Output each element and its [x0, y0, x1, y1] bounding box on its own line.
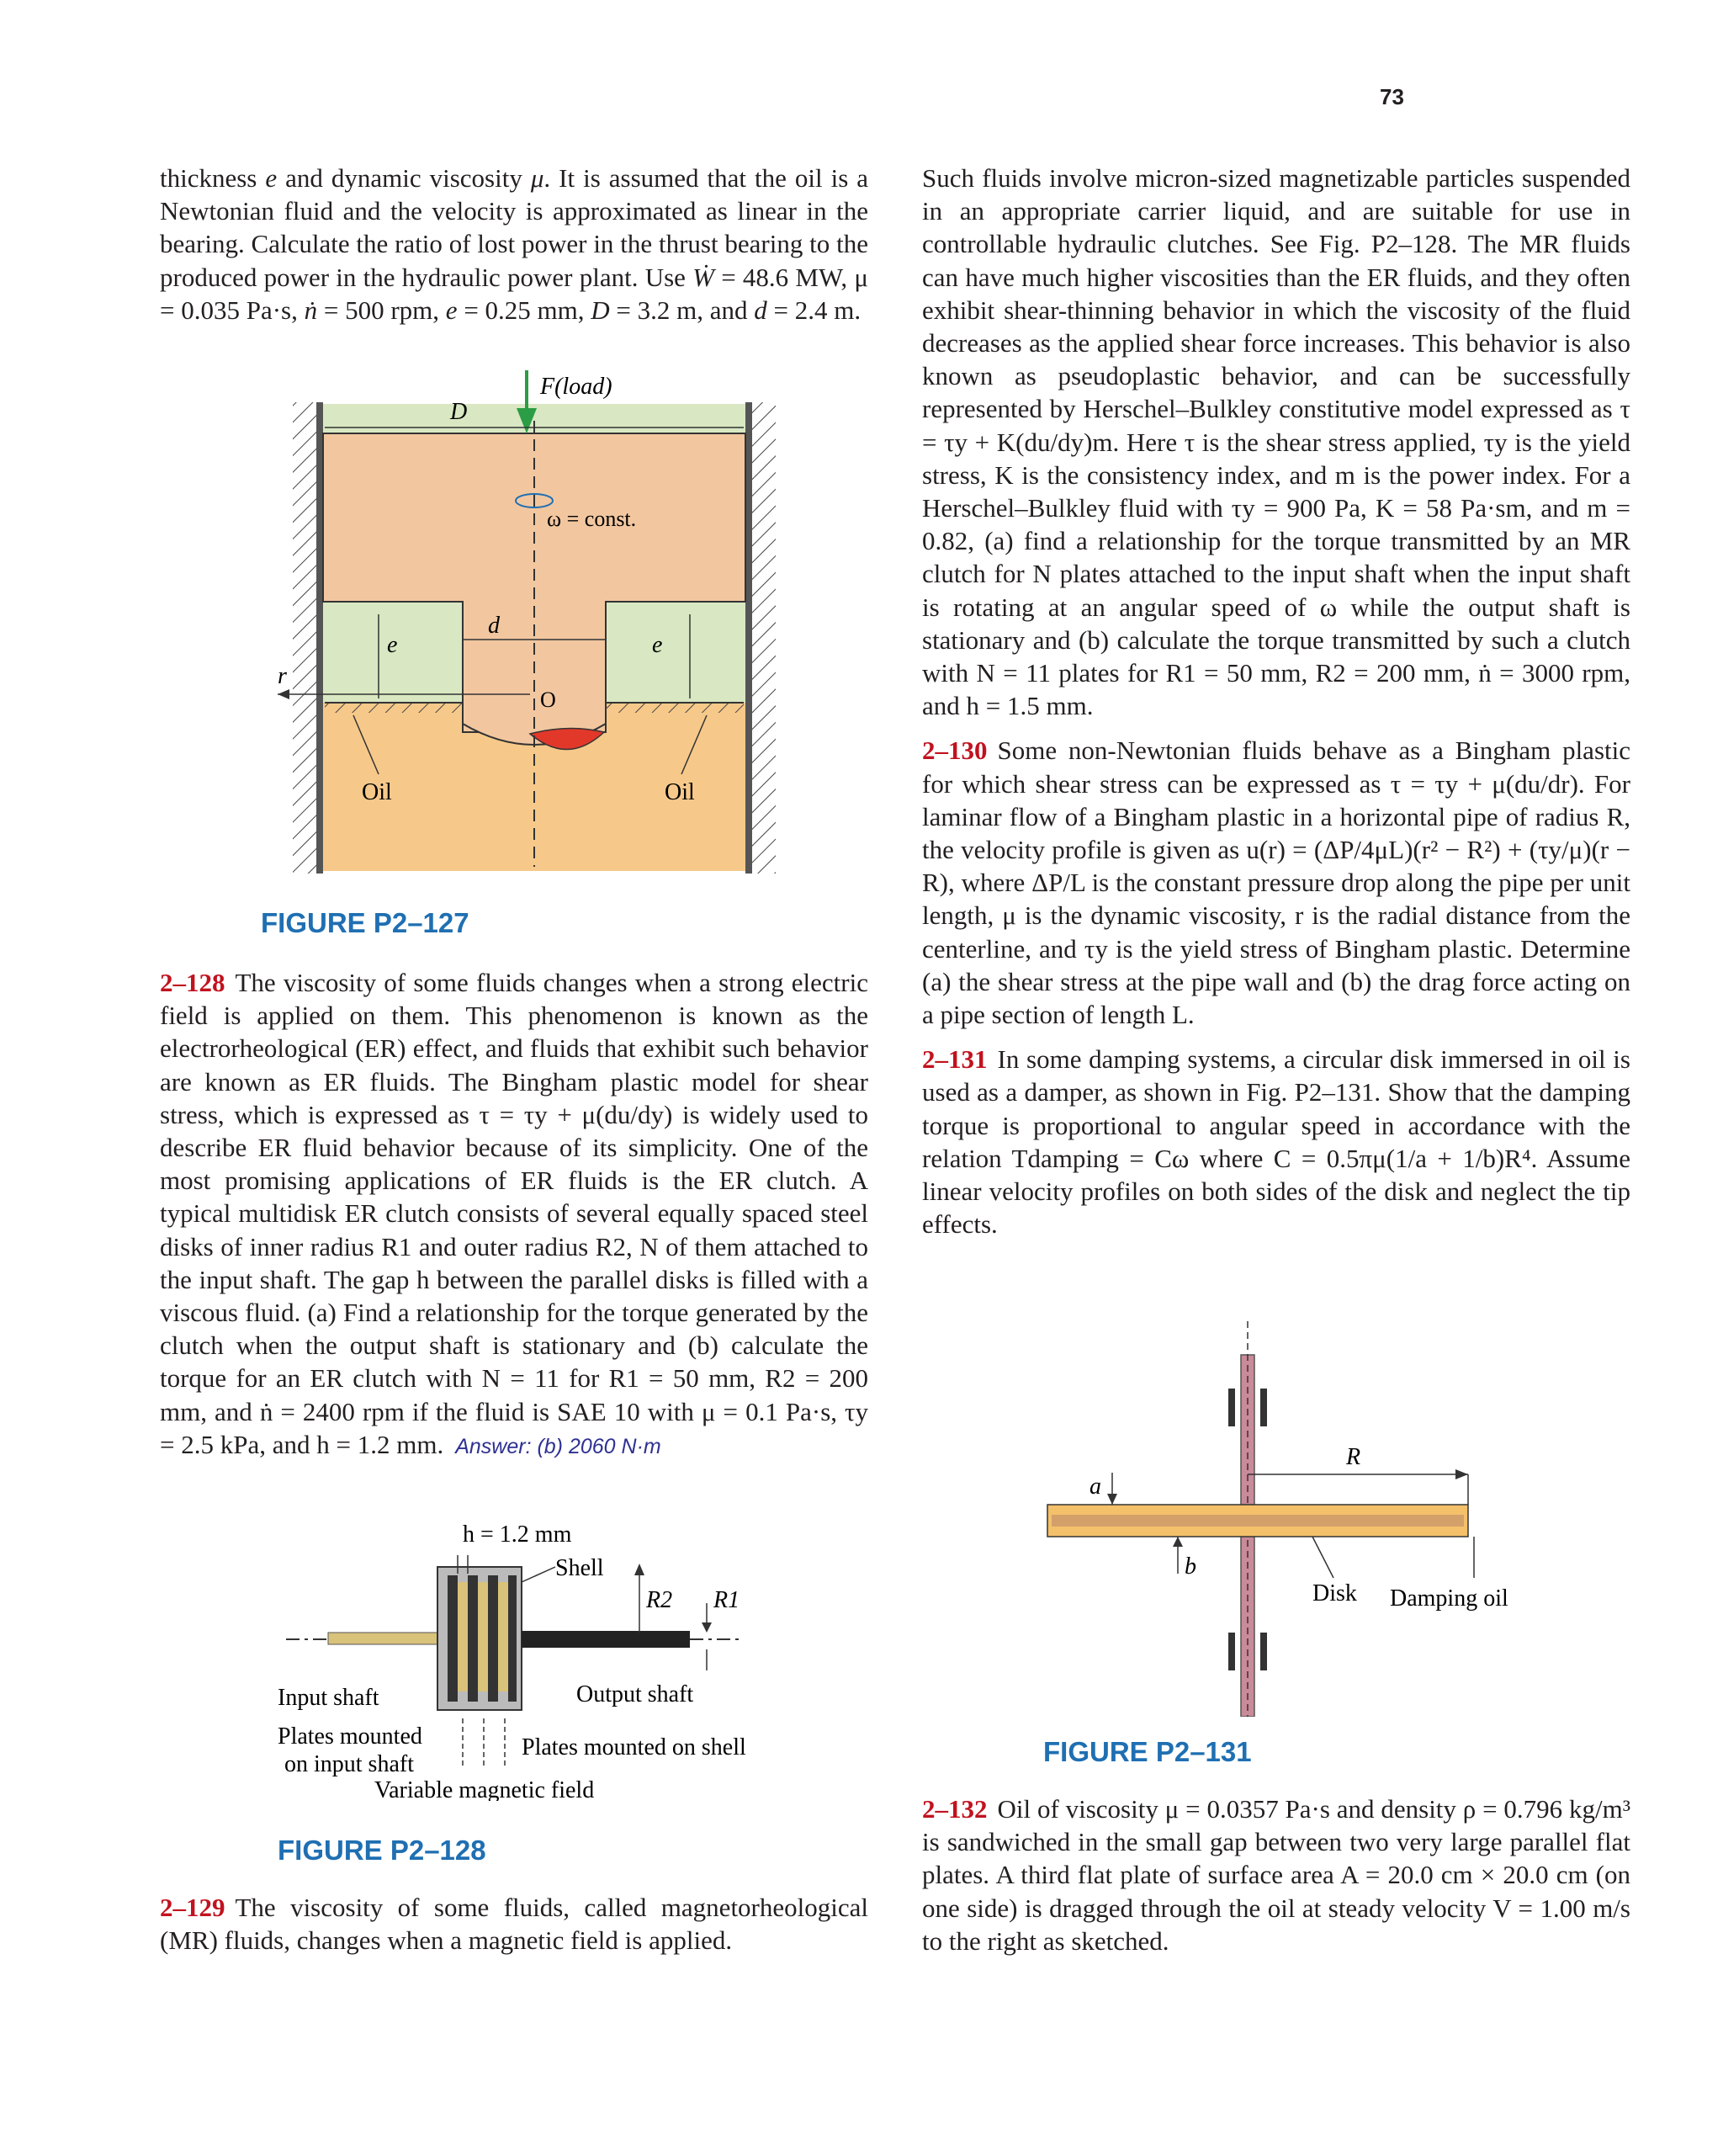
page-number: 73: [1380, 84, 1404, 109]
problem-132: 2–132 Oil of viscosity μ = 0.0357 Pa·s and density ρ = 0.796 kg/m³ is sandwiched in the small gap between two very large parallel flat plates. A third flat plate of surface area A = 20.0 cm × 20.0 cm (on one side) is dragged through the oil at steady velocity V = 1.00 m/s to the right as sketched.: [922, 1794, 1630, 1956]
left-column-top: [160, 162, 868, 327]
label-R: R: [1346, 1444, 1361, 1470]
figure-p2-128-caption: FIGURE P2–128: [278, 1835, 486, 1866]
problem-131: 2–131 In some damping systems, a circular disk immersed in oil is used as a damper, as shown in Fig. P2–131. Show that the damping torque is proportional to angular speed in accordance with the relation Tdamping = Cω where C = 0.5πμ(1/a + 1/b)R⁴. Assume linear velocity profiles on both sides of the disk and neglect the tip effects.: [922, 1044, 1630, 1240]
problem-130: 2–130 Some non-Newtonian fluids behave as a Bingham plastic for which shear stress can be expressed as τ = τy + μ(du/dr). For laminar flow of a Bingham plastic in a horizontal pipe of radius R, the velocity profile is given as u(r) = (ΔP/4μL)(r² − R²) + (τy/μ)(r − R), where ΔP/L is the constant pressure drop along the pipe per unit length, μ is the dynamic viscosity, r is the radial distance from the centerline, and τy is the yield stress of Bingham plastic. Determine (a) the shear stress at the pipe wall and (b) the drag force acting on a pipe section of length L.: [922, 735, 1630, 1030]
figure-p2-128: [269, 1515, 791, 1801]
label-plates-input-2: on input shaft: [284, 1751, 414, 1777]
label-b: b: [1185, 1553, 1196, 1580]
label-d: d: [488, 613, 500, 639]
problem-129: 2–129 The viscosity of some fluids, called magnetorheological (MR) fluids, changes when a magnetic field is applied.: [160, 1893, 868, 1956]
problem-129-continued: Such fluids involve micron-sized magnetizable particles suspended in an appropriate carrier liquid, and are suitable for use in controllable hydraulic clutches. See Fig. P2–128. The MR fluids can have much higher viscosities than the ER fluids, and they often exhibit shear-thinning behavior in which the viscosity of the fluid decreases as the applied shear force increases. This behavior is also known as pseudoplastic behavior, and can be successfully represented by Herschel–Bulkley constitutive model expressed as τ = τy + K(du/dy)m. Here τ is the shear stress applied, τy is the yield stress, K is the consistency index, and m is the power index. For a Herschel–Bulkley fluid with τy = 900 Pa, K = 58 Pa·sm, and m = 0.82, (a) find a relationship for the torque transmitted by an MR clutch for N plates attached to the input shaft when the input shaft is rotating at an angular speed of ω while the output shaft is stationary and (b) calculate the torque transmitted by such a clutch with N = 11 plates for R1 = 50 mm, R2 = 200 mm, ṅ = 3000 rpm, and h = 1.5 mm.: [922, 163, 1630, 721]
problem-128-answer: Answer: (b) 2060 N·m: [455, 1434, 661, 1458]
label-plates-input-1: Plates mounted: [278, 1723, 422, 1750]
label-damping-oil: Damping oil: [1390, 1585, 1508, 1612]
label-plates-shell: Plates mounted on shell: [522, 1734, 746, 1760]
label-oil-left: Oil: [362, 779, 392, 805]
label-h: h = 1.2 mm: [463, 1521, 572, 1548]
figure-p2-131-caption: FIGURE P2–131: [1043, 1736, 1252, 1767]
label-oil-right: Oil: [665, 779, 695, 805]
label-input-shaft: Input shaft: [278, 1685, 379, 1711]
label-a: a: [1089, 1474, 1101, 1500]
label-e-right: e: [652, 632, 663, 658]
right-column-top: [922, 162, 1630, 1241]
label-r: r: [278, 663, 287, 689]
right-column-bottom: [922, 1792, 1630, 1957]
label-e-left: e: [387, 632, 398, 658]
label-magnetic-field: Variable magnetic field: [374, 1777, 595, 1801]
label-disk: Disk: [1312, 1580, 1357, 1606]
label-output-shaft: Output shaft: [576, 1681, 694, 1707]
label-O: O: [540, 688, 556, 712]
problem-127-continued: thickness e and dynamic viscosity μ. It is assumed that the oil is a Newtonian fluid and the velocity is approximated as linear in the bearing. Calculate the ratio of lost power in the thrust bearing to the produced power in the hydraulic power plant. Use Ẇ = 48.6 MW, μ = 0.035 Pa·s, ṅ = 500 rpm, e = 0.25 mm, D = 3.2 m, and d = 2.4 m.: [160, 163, 869, 325]
left-column-bottom: [160, 1891, 868, 1957]
figure-p2-127: [278, 370, 799, 875]
figure-p2-127-caption: FIGURE P2–127: [261, 907, 469, 938]
label-omega: ω = const.: [547, 507, 637, 531]
left-column-mid: [160, 966, 868, 1463]
label-shell: Shell: [555, 1555, 604, 1581]
label-load: F(load): [540, 374, 612, 400]
label-R1: R1: [713, 1587, 740, 1613]
figure-p2-131: [1035, 1321, 1556, 1717]
label-R2: R2: [646, 1587, 673, 1613]
problem-128: 2–128 The viscosity of some fluids changes when a strong electric field is applied on them. This phenomenon is known as the electrorheological (ER) effect, and fluids that exhibit such behavior are known as ER fluids. The Bingham plastic model for shear stress, which is expressed as τ = τy + μ(du/dy) is widely used to describe ER fluid behavior because of its simplicity. One of the most promising applications of ER fluids is the ER clutch. A typical multidisk ER clutch consists of several equally spaced steel disks of inner radius R1 and outer radius R2, N of them attached to the input shaft. The gap h between the parallel disks is filled with a viscous fluid. (a) Find a relationship for the torque generated by the clutch when the output shaft is stationary and (b) calculate the torque for an ER clutch with N = 11 for R1 = 50 mm, R2 = 200 mm, and ṅ = 2400 rpm if the fluid is SAE 10 with μ = 0.1 Pa·s, τy = 2.5 kPa, and h = 1.2 mm. Answer: (b) 2060 N·m: [160, 968, 868, 1459]
label-D: D: [450, 399, 468, 425]
